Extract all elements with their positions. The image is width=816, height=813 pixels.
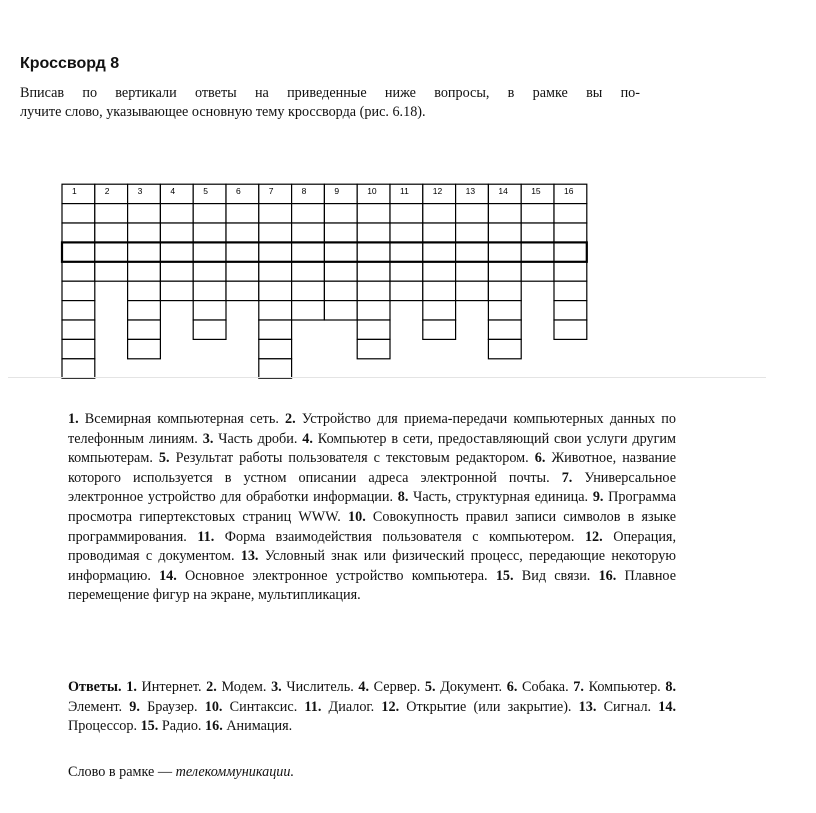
crossword-clue-number: 8 xyxy=(301,186,307,197)
crossword-cell[interactable] xyxy=(95,184,128,203)
crossword-clue-number: 13 xyxy=(465,186,476,197)
answer-number: 14. xyxy=(658,698,676,715)
question-number: 7. xyxy=(561,469,573,486)
crossword-clue-number: 16 xyxy=(564,186,574,197)
question-text: Вид связи. xyxy=(513,567,599,584)
crossword-cell[interactable] xyxy=(292,242,325,261)
crossword-cell[interactable] xyxy=(226,204,259,223)
crossword-cell[interactable] xyxy=(62,204,95,223)
crossword-cell[interactable] xyxy=(259,281,292,300)
crossword-clue-number: 3 xyxy=(137,186,143,197)
crossword-cell[interactable] xyxy=(193,204,226,223)
crossword-cell[interactable] xyxy=(128,339,161,358)
crossword-cell[interactable] xyxy=(324,281,357,300)
crossword-cell[interactable] xyxy=(292,262,325,281)
crossword-clue-number: 6 xyxy=(236,186,241,197)
crossword-cell[interactable] xyxy=(554,262,587,281)
crossword-cell[interactable] xyxy=(357,320,390,339)
answer-number: 2. xyxy=(206,679,217,695)
question-number: 9. xyxy=(592,489,604,506)
crossword-cell[interactable] xyxy=(128,320,161,339)
crossword-cell[interactable] xyxy=(324,301,357,320)
crossword-cell[interactable] xyxy=(259,320,292,339)
crossword-clue-number: 14 xyxy=(498,186,508,197)
crossword-cell[interactable] xyxy=(226,242,259,261)
crossword-clue-number: 12 xyxy=(432,186,443,197)
intro-line-1: Вписав по вертикали ответы на приведенные ниже вопросы, в рамке вы по- xyxy=(20,85,640,101)
crossword-cell[interactable] xyxy=(193,184,226,203)
answer-number: 5. xyxy=(424,679,436,695)
crossword-cell[interactable] xyxy=(324,242,357,261)
question-number: 2. xyxy=(285,411,296,427)
crossword-cell[interactable] xyxy=(95,242,128,261)
crossword-clue-number: 9 xyxy=(334,186,340,197)
answer-text: Числитель. xyxy=(281,679,359,695)
frame-word-value: телекоммуникации. xyxy=(175,764,295,780)
answer-text: Диалог. xyxy=(321,698,382,715)
crossword-cell[interactable] xyxy=(488,223,521,242)
question-text: Условный знак или физический процесс, передающие некоторую информацию. xyxy=(68,548,676,584)
crossword-cell[interactable] xyxy=(488,281,521,300)
answers-label: Ответы. xyxy=(68,679,122,695)
crossword-cell[interactable] xyxy=(456,262,489,281)
intro-line-2: лучите слово, указывающее основную тему кроссворда (рис. 6.18). xyxy=(20,104,426,120)
questions-paragraph xyxy=(68,410,676,606)
crossword-cell[interactable] xyxy=(62,359,95,378)
answer-text: Компьютер. xyxy=(583,679,666,695)
question-number: 10. xyxy=(348,508,366,525)
crossword-cell[interactable] xyxy=(160,262,193,281)
crossword-clue-number: 2 xyxy=(104,186,110,197)
question-number: 15. xyxy=(495,567,514,584)
crossword-cell[interactable] xyxy=(324,204,357,223)
question-number: 14. xyxy=(159,567,177,584)
crossword-cell[interactable] xyxy=(488,204,521,223)
crossword-cell[interactable] xyxy=(423,262,456,281)
crossword-cell[interactable] xyxy=(456,242,489,261)
crossword-cell[interactable] xyxy=(128,242,161,261)
answer-number: 13. xyxy=(578,698,597,715)
crossword-cell[interactable] xyxy=(292,301,325,320)
crossword-cell[interactable] xyxy=(488,262,521,281)
crossword-cell[interactable] xyxy=(521,204,554,223)
crossword-cell[interactable] xyxy=(456,223,489,242)
question-text: Операция, проводимая с документом. xyxy=(68,528,676,565)
crossword-cell[interactable] xyxy=(62,301,95,320)
crossword-cell[interactable] xyxy=(357,223,390,242)
answer-text: Сервер. xyxy=(369,679,425,695)
answer-text: Элемент. xyxy=(68,698,130,715)
crossword-cell[interactable] xyxy=(423,204,456,223)
question-number: 16. xyxy=(598,567,617,584)
crossword-cell[interactable] xyxy=(390,262,423,281)
crossword-cell[interactable] xyxy=(62,262,95,281)
question-number: 3. xyxy=(202,430,214,447)
crossword-cell[interactable] xyxy=(521,242,554,261)
question-number: 4. xyxy=(302,430,313,447)
crossword-cell[interactable] xyxy=(259,184,292,203)
crossword-cell[interactable] xyxy=(62,223,95,242)
crossword-cell[interactable] xyxy=(193,281,226,300)
crossword-cell[interactable] xyxy=(292,184,325,203)
crossword-cell[interactable] xyxy=(160,242,193,261)
question-number: 1. xyxy=(68,411,79,427)
crossword-cell[interactable] xyxy=(128,204,161,223)
crossword-cell[interactable] xyxy=(259,262,292,281)
question-text: Результат работы пользователя с текстовым редактором. xyxy=(169,450,535,467)
question-text: Животное, название которого используется в устном описании адреса электронной почты. xyxy=(68,450,676,486)
crossword-cell[interactable] xyxy=(128,223,161,242)
crossword-clue-number: 4 xyxy=(170,186,176,197)
answer-number: 11. xyxy=(304,698,322,715)
crossword-cell[interactable] xyxy=(324,184,357,203)
crossword-cell[interactable] xyxy=(95,223,128,242)
question-number: 6. xyxy=(534,450,546,467)
crossword-cell[interactable] xyxy=(259,339,292,358)
crossword-cell[interactable] xyxy=(259,301,292,320)
frame-word-line xyxy=(68,764,294,781)
crossword-cell[interactable] xyxy=(193,301,226,320)
answer-number: 10. xyxy=(204,698,223,715)
crossword-cell[interactable] xyxy=(62,339,95,358)
crossword-cell[interactable] xyxy=(423,320,456,339)
answer-text: Радио. xyxy=(158,718,206,735)
answer-number: 16. xyxy=(205,718,223,735)
answer-number: 9. xyxy=(129,698,140,715)
crossword-cell[interactable] xyxy=(128,281,161,300)
answer-number: 7. xyxy=(573,679,584,695)
crossword-cell[interactable] xyxy=(456,204,489,223)
answer-number: 4. xyxy=(358,679,370,695)
crossword-cell[interactable] xyxy=(488,301,521,320)
answers-paragraph xyxy=(68,678,676,737)
answer-text: Собака. xyxy=(517,679,574,695)
crossword-cell[interactable] xyxy=(554,301,587,320)
question-text: Часть дроби. xyxy=(213,430,303,447)
crossword-cell[interactable] xyxy=(292,223,325,242)
crossword-cell[interactable] xyxy=(324,262,357,281)
answer-number: 6. xyxy=(506,679,518,695)
crossword-cell[interactable] xyxy=(128,262,161,281)
crossword-cell[interactable] xyxy=(554,204,587,223)
crossword-cell[interactable] xyxy=(357,262,390,281)
question-text: Основное электронное устройство компьютера. xyxy=(176,567,496,584)
answer-number: 12. xyxy=(381,698,400,715)
question-text: Устройство для приема-передачи компьютерных данных по телефонным линиям. xyxy=(68,411,676,447)
crossword-cell[interactable] xyxy=(160,281,193,300)
crossword-cell[interactable] xyxy=(62,184,95,203)
crossword-cell[interactable] xyxy=(259,223,292,242)
crossword-cell[interactable] xyxy=(95,204,128,223)
crossword-cell[interactable] xyxy=(521,262,554,281)
crossword-cell[interactable] xyxy=(226,262,259,281)
question-text: Плавное перемещение фигур на экране, мультипликация. xyxy=(68,567,676,604)
crossword-cell[interactable] xyxy=(357,281,390,300)
question-number: 5. xyxy=(158,450,170,467)
crossword-cell[interactable] xyxy=(390,242,423,261)
crossword-cell[interactable] xyxy=(390,281,423,300)
crossword-cell[interactable] xyxy=(193,320,226,339)
crossword-cell[interactable] xyxy=(259,359,292,378)
question-text: Универсальное электронное устройство для обработки информации. xyxy=(68,469,676,506)
answer-number: 8. xyxy=(665,679,677,695)
crossword-cell[interactable] xyxy=(521,223,554,242)
crossword-cell[interactable] xyxy=(95,262,128,281)
crossword-cell[interactable] xyxy=(62,242,95,261)
crossword-cell[interactable] xyxy=(488,339,521,358)
answer-text: Сигнал. xyxy=(596,698,659,715)
crossword-cell[interactable] xyxy=(193,223,226,242)
crossword-cell[interactable] xyxy=(62,320,95,339)
crossword-cell[interactable] xyxy=(554,320,587,339)
crossword-cell[interactable] xyxy=(193,242,226,261)
crossword-cell[interactable] xyxy=(128,184,161,203)
answer-text: Открытие (или закрытие). xyxy=(399,698,579,715)
question-number: 12. xyxy=(584,528,603,545)
crossword-cell[interactable] xyxy=(390,204,423,223)
crossword-cell[interactable] xyxy=(488,320,521,339)
question-text: Программа просмотра гипертекстовых страниц WWW. xyxy=(68,489,676,525)
crossword-cell[interactable] xyxy=(488,242,521,261)
crossword-cell[interactable] xyxy=(423,223,456,242)
crossword-grid xyxy=(0,0,816,380)
crossword-clue-number: 15 xyxy=(531,186,541,197)
crossword-clue-number: 10 xyxy=(367,186,377,197)
crossword-cell[interactable] xyxy=(357,339,390,358)
crossword-cell[interactable] xyxy=(423,281,456,300)
answer-text: Анимация. xyxy=(222,718,293,735)
crossword-cell[interactable] xyxy=(160,184,193,203)
page-title: Кроссворд 8 xyxy=(20,55,120,72)
crossword-cell[interactable] xyxy=(292,281,325,300)
question-number: 8. xyxy=(397,489,409,506)
answer-text: Модем. xyxy=(216,679,272,695)
crossword-cell[interactable] xyxy=(554,223,587,242)
answer-text: Документ. xyxy=(435,679,507,695)
question-text: Компьютер в сети, предоставляющий свои услуги другим компьютерам. xyxy=(68,430,677,467)
crossword-cell[interactable] xyxy=(160,223,193,242)
answer-text: Интернет. xyxy=(136,679,207,695)
crossword-cell[interactable] xyxy=(456,281,489,300)
frame-word-label: Слово в рамке — xyxy=(68,764,173,780)
crossword-cell[interactable] xyxy=(259,242,292,261)
question-number: 13. xyxy=(240,548,259,565)
crossword-cell[interactable] xyxy=(554,281,587,300)
crossword-cell[interactable] xyxy=(357,204,390,223)
crossword-cell[interactable] xyxy=(423,242,456,261)
crossword-clue-number: 11 xyxy=(400,186,409,197)
crossword-cell[interactable] xyxy=(357,242,390,261)
crossword-clue-number: 5 xyxy=(203,186,208,197)
crossword-cell[interactable] xyxy=(390,223,423,242)
crossword-cell[interactable] xyxy=(292,204,325,223)
question-text: Совокупность правил записи символов в языке программирования. xyxy=(68,508,676,545)
crossword-cell[interactable] xyxy=(226,184,259,203)
crossword-cell[interactable] xyxy=(193,262,226,281)
crossword-clue-number: 1 xyxy=(72,186,77,197)
crossword-cell[interactable] xyxy=(357,301,390,320)
crossword-cell[interactable] xyxy=(160,204,193,223)
crossword-cell[interactable] xyxy=(423,301,456,320)
crossword-cell[interactable] xyxy=(554,242,587,261)
crossword-cell[interactable] xyxy=(324,223,357,242)
crossword-cell[interactable] xyxy=(259,204,292,223)
divider xyxy=(8,377,766,378)
crossword-cell[interactable] xyxy=(226,223,259,242)
question-text: Форма взаимодействия пользователя с компьютером. xyxy=(214,528,585,545)
crossword-cell[interactable] xyxy=(62,281,95,300)
answer-number: 15. xyxy=(140,718,159,735)
question-text: Всемирная компьютерная сеть. xyxy=(78,411,286,427)
crossword-cell[interactable] xyxy=(226,281,259,300)
crossword-cell[interactable] xyxy=(128,301,161,320)
answer-text: Синтаксис. xyxy=(222,698,305,715)
question-number: 11. xyxy=(197,528,215,545)
answer-number: 3. xyxy=(271,679,282,695)
crossword-clue-number: 7 xyxy=(268,186,274,197)
answer-text: Процессор. xyxy=(68,718,141,735)
answer-text: Браузер. xyxy=(139,698,205,715)
question-text: Часть, структурная единица. xyxy=(408,489,593,506)
answer-number: 1. xyxy=(126,679,137,695)
